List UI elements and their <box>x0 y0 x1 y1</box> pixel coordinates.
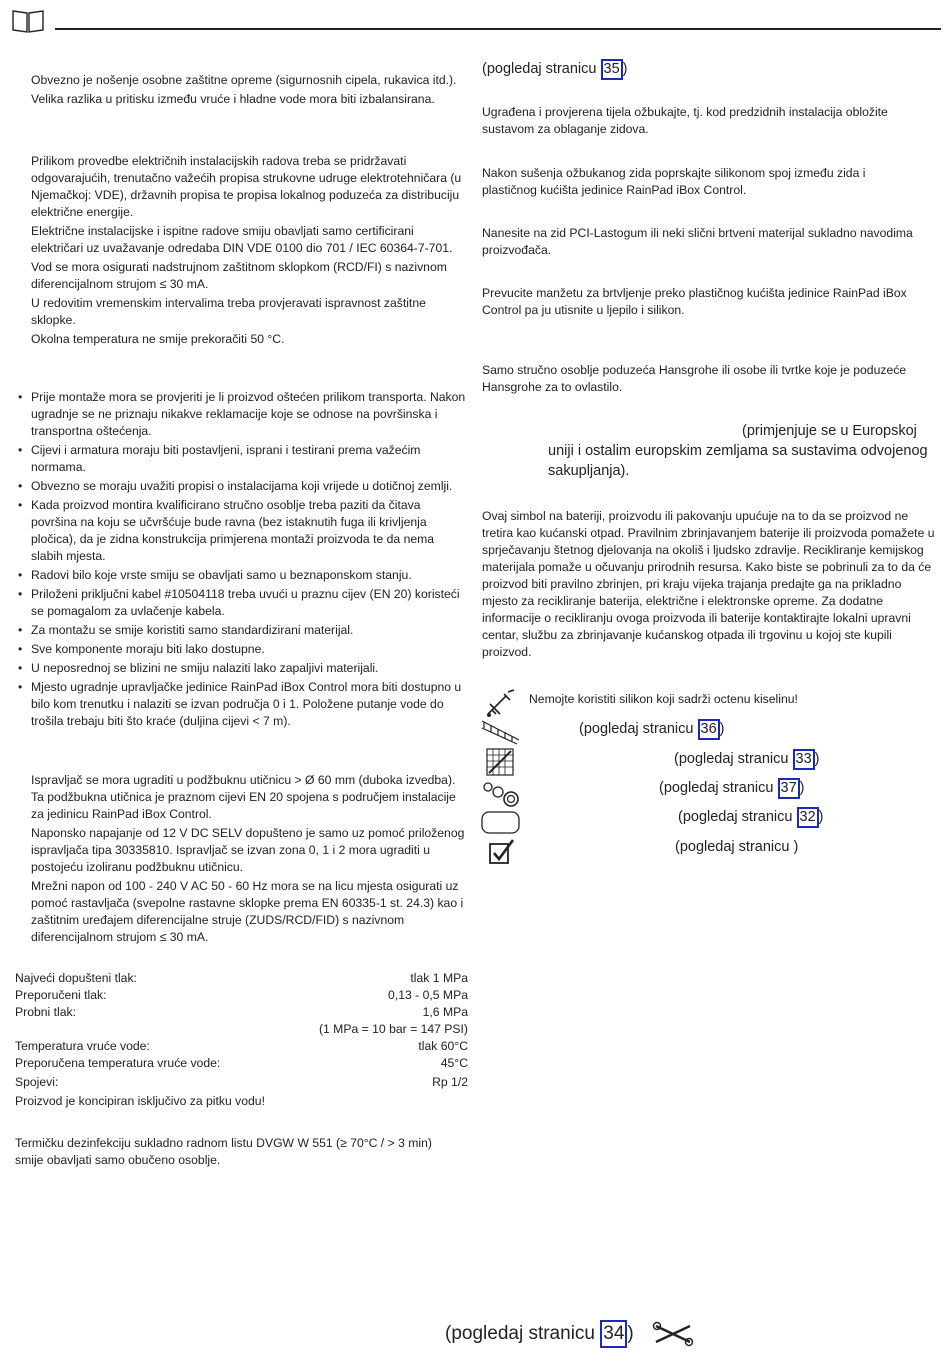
page-link[interactable]: 37 <box>778 778 800 799</box>
table-row: Najveći dopušteni tlak: tlak 1 MPa <box>15 971 468 985</box>
checkbox-icon <box>489 838 515 871</box>
wrench-icon <box>652 1320 694 1353</box>
lastogum-para: Nanesite na zid PCI-Lastogum ili neki slični brtveni materijal sukladno navodima proizvođača. <box>482 226 913 257</box>
page-link[interactable]: 32 <box>797 807 819 828</box>
electrical-para: Vod se mora osigurati nadstrujnom zaštitnom sklopkom (RCD/FI) s nazivnom diferencijalnom strujom ≤ 30 mA. <box>31 260 447 291</box>
power-para: Ispravljač se mora ugraditi u podžbuknu utičnicu > Ø 60 mm (duboka izvedba). Ta podžbukna utičnica je praznom cijevi EN 20 spojena s područjem instalacije za jedinicu RainPad iBox Control. <box>31 773 456 821</box>
electrical-section <box>31 153 466 348</box>
rounded-rect-icon <box>481 810 521 841</box>
page-ref: (pogledaj stranicu 33 ) <box>674 749 819 770</box>
list-item: • Cijevi i armatura moraju biti postavljeni, isprani i testirani prema važećim normama. <box>31 442 468 476</box>
safety-line: Obvezno je nošenje osobne zaštitne opreme (sigurnosnih cipela, rukavica itd.). <box>31 73 457 87</box>
page-link[interactable]: 34 <box>600 1320 627 1348</box>
list-item: • Obvezno se moraju uvažiti propisi o instalacijama koji vrijede u dotičnoj zemlji. <box>31 478 468 495</box>
page-ref: (pogledaj stranicu ) <box>675 839 799 855</box>
tech-data-table <box>15 970 468 1110</box>
eu-line: (primjenjuje se u Europskoj <box>742 423 917 439</box>
eu-line: sakupljanja). <box>548 463 630 479</box>
power-para: Mrežni napon od 100 - 240 V AC 50 - 60 Hz mora se na licu mjesta osigurati uz pomoć rastavljača (svepolne rastavne sklopke prema EN 60335-1 st. 24.3) kao i zaštitnim uređajem diferencijalne struje (ZUDS/RCD/FID) s nazivnom diferencijalnom strujom ≤ 30 mA. <box>31 879 464 944</box>
list-item: • Priloženi priključni kabel #10504118 treba uvući u praznu cijev (EN 20) koristeći se pomagalom za uvlačenje kabela. <box>31 586 468 620</box>
list-item: • Sve komponente moraju biti lako dostupne. <box>31 641 468 658</box>
page-ref-bottom: (pogledaj stranicu 34 ) <box>445 1320 634 1348</box>
mounting-section <box>31 389 468 732</box>
page-ref: (pogledaj stranicu 36 ) <box>579 719 724 740</box>
list-item: • Prije montaže mora se provjeriti je li proizvod oštećen prilikom transporta. Nakon ugradnje se ne priznaju nikakve reklamacije koje se odnose na površinska i transportna oštećenja. <box>31 389 468 440</box>
drinking-water-note: Proizvod je koncipiran isključivo za pitku vodu! <box>15 1094 265 1108</box>
electrical-para: Električne instalacijske i ispitne radove smiju obavljati samo certificirani električari uz uvažavanje odredaba DIN VDE 0100 dio 701 / IEC 60364-7-701. <box>31 224 453 255</box>
power-section <box>31 772 469 946</box>
silicone-para: Nakon sušenja ožbukanog zida poprskajte silikonom spoj između zida i plastičnog kućišta jedinice RainPad iBox Control. <box>482 166 866 197</box>
page-ref: (pogledaj stranicu 37 ) <box>659 778 804 799</box>
header-rule <box>55 28 941 30</box>
list-item: • Radovi bilo koje vrste smiju se obavljati samo u beznaponskom stanju. <box>31 567 468 584</box>
table-row: Preporučena temperatura vruće vode: 45°C <box>15 1056 468 1070</box>
electrical-para: U redovitim vremenskim intervalima treba provjeravati ispravnost zaštitne sklopke. <box>31 296 426 327</box>
staff-para: Samo stručno osoblje poduzeća Hansgrohe ili osobe ili tvrtke koje je poduzeće Hansgrohe za to ovlastilo. <box>482 363 907 394</box>
page-link[interactable]: 35 <box>601 59 623 80</box>
safety-section <box>31 72 471 108</box>
table-row: Probni tlak: 1,6 MPa <box>15 1005 468 1019</box>
electrical-para: Prilikom provedbe električnih instalacijskih radova treba se pridržavati odgovarajućih, trenutačno važećih propisa strukovne udruge elektrotehničara (u Njemačkoj: VDE), državnih propisa te propisa lokalnog poduzeća za distribuciju električne energije. <box>31 154 462 219</box>
power-para: Naponsko napajanje od 12 V DC SELV dopušteno je samo uz pomoć priloženog ispravljača tipa 30335810. Ispravljač se izvan zona 0, 1 i 2 mora ugraditi u postojeću izoliranu podžbuknu utičnicu. <box>31 826 465 874</box>
tile-grid-icon <box>486 748 514 781</box>
list-item: • Mjesto ugradnje upravljačke jedinice RainPad iBox Control mora biti dostupno u bilo kom trenutku i nalaziti se izvan područja 0 i 1. Položene putanje vode do trošila trebaju biti što kraće (duljina cijevi < 7 m). <box>31 679 468 730</box>
sleeve-para: Prevucite manžetu za brtvljenje preko plastičnog kućišta jedinice RainPad iBox Control pa ju utisnite u ljepilo i silikon. <box>482 286 907 317</box>
open-book-icon <box>11 8 45 39</box>
page-link[interactable]: 36 <box>698 719 720 740</box>
table-row: (1 MPa = 10 bar = 147 PSI) <box>318 1022 468 1036</box>
page-ref: (pogledaj stranicu 32 ) <box>678 807 823 828</box>
disinfection-note: Termičku dezinfekciju sukladno radnom listu DVGW W 551 (≥ 70°C / > 3 min) smije obavljati samo obučeno osoblje. <box>15 1136 432 1167</box>
list-item: • Za montažu se smije koristiti samo standardizirani materijal. <box>31 622 468 639</box>
table-row: Preporučeni tlak: 0,13 - 0,5 MPa <box>15 988 468 1002</box>
list-item: • Kada proizvod montira kvalificirano stručno osoblje treba paziti da čitava površina na koju se učvršćuje bude ravna (bez istaknutih fuga ili krivljenja pločica), da je zidna konstrukcija primjerena montaži proizvoda te da nema slabih mjesta. <box>31 497 468 565</box>
recycling-para: Ovaj simbol na bateriji, proizvodu ili pakovanju upućuje na to da se proizvod ne tretira kao kućanski otpad. Pravilnim zbrinjavanjem baterije ili proizvoda pomažete u sprječavanju štetnog djelovanja na okoliš i ljudsko zdravlje. Recikliranje kemijskog materijala pomaže u očuvanju prirodnih resursa. Kako biste se pobrinuli za to da će proizvod biti pravilno zbrinjen, pri kraju vijeka trajanja predajte ga na prikladno mjesto za recikliranje baterija, električne i elektronske opreme. Za dodatne informacije o recikliranju ovoga proizvoda ili baterije kontaktirajte lokalni upravni centar, službu za zbrinjavanje kućanskog otpada ili trgovinu u kojoj ste kupili proizvod. <box>482 509 935 659</box>
page-link[interactable]: 33 <box>793 749 815 770</box>
plaster-para: Ugrađena i provjerena tijela ožbukajte, tj. kod predzidnih instalacija obložite sustavom za oblaganje zidova. <box>482 105 888 136</box>
safety-line: Velika razlika u pritisku između vruće i hladne vode mora biti izbalansirana. <box>31 92 435 106</box>
silicone-warning: Nemojte koristiti silikon koji sadrži octenu kiselinu! <box>529 692 798 706</box>
eu-line: uniji i ostalim europskim zemljama sa sustavima odvojenog <box>548 443 928 459</box>
list-item: • U neposrednoj se blizini ne smiju nalaziti lako zapaljivi materijali. <box>31 660 468 677</box>
table-row: Spojevi: Rp 1/2 <box>15 1075 468 1089</box>
fittings-icon <box>482 780 522 813</box>
table-row: Temperatura vruće vode: tlak 60°C <box>15 1039 468 1053</box>
page-ref: (pogledaj stranicu 35 ) <box>482 59 627 80</box>
electrical-para: Okolna temperatura ne smije prekoračiti 50 °C. <box>31 332 285 346</box>
